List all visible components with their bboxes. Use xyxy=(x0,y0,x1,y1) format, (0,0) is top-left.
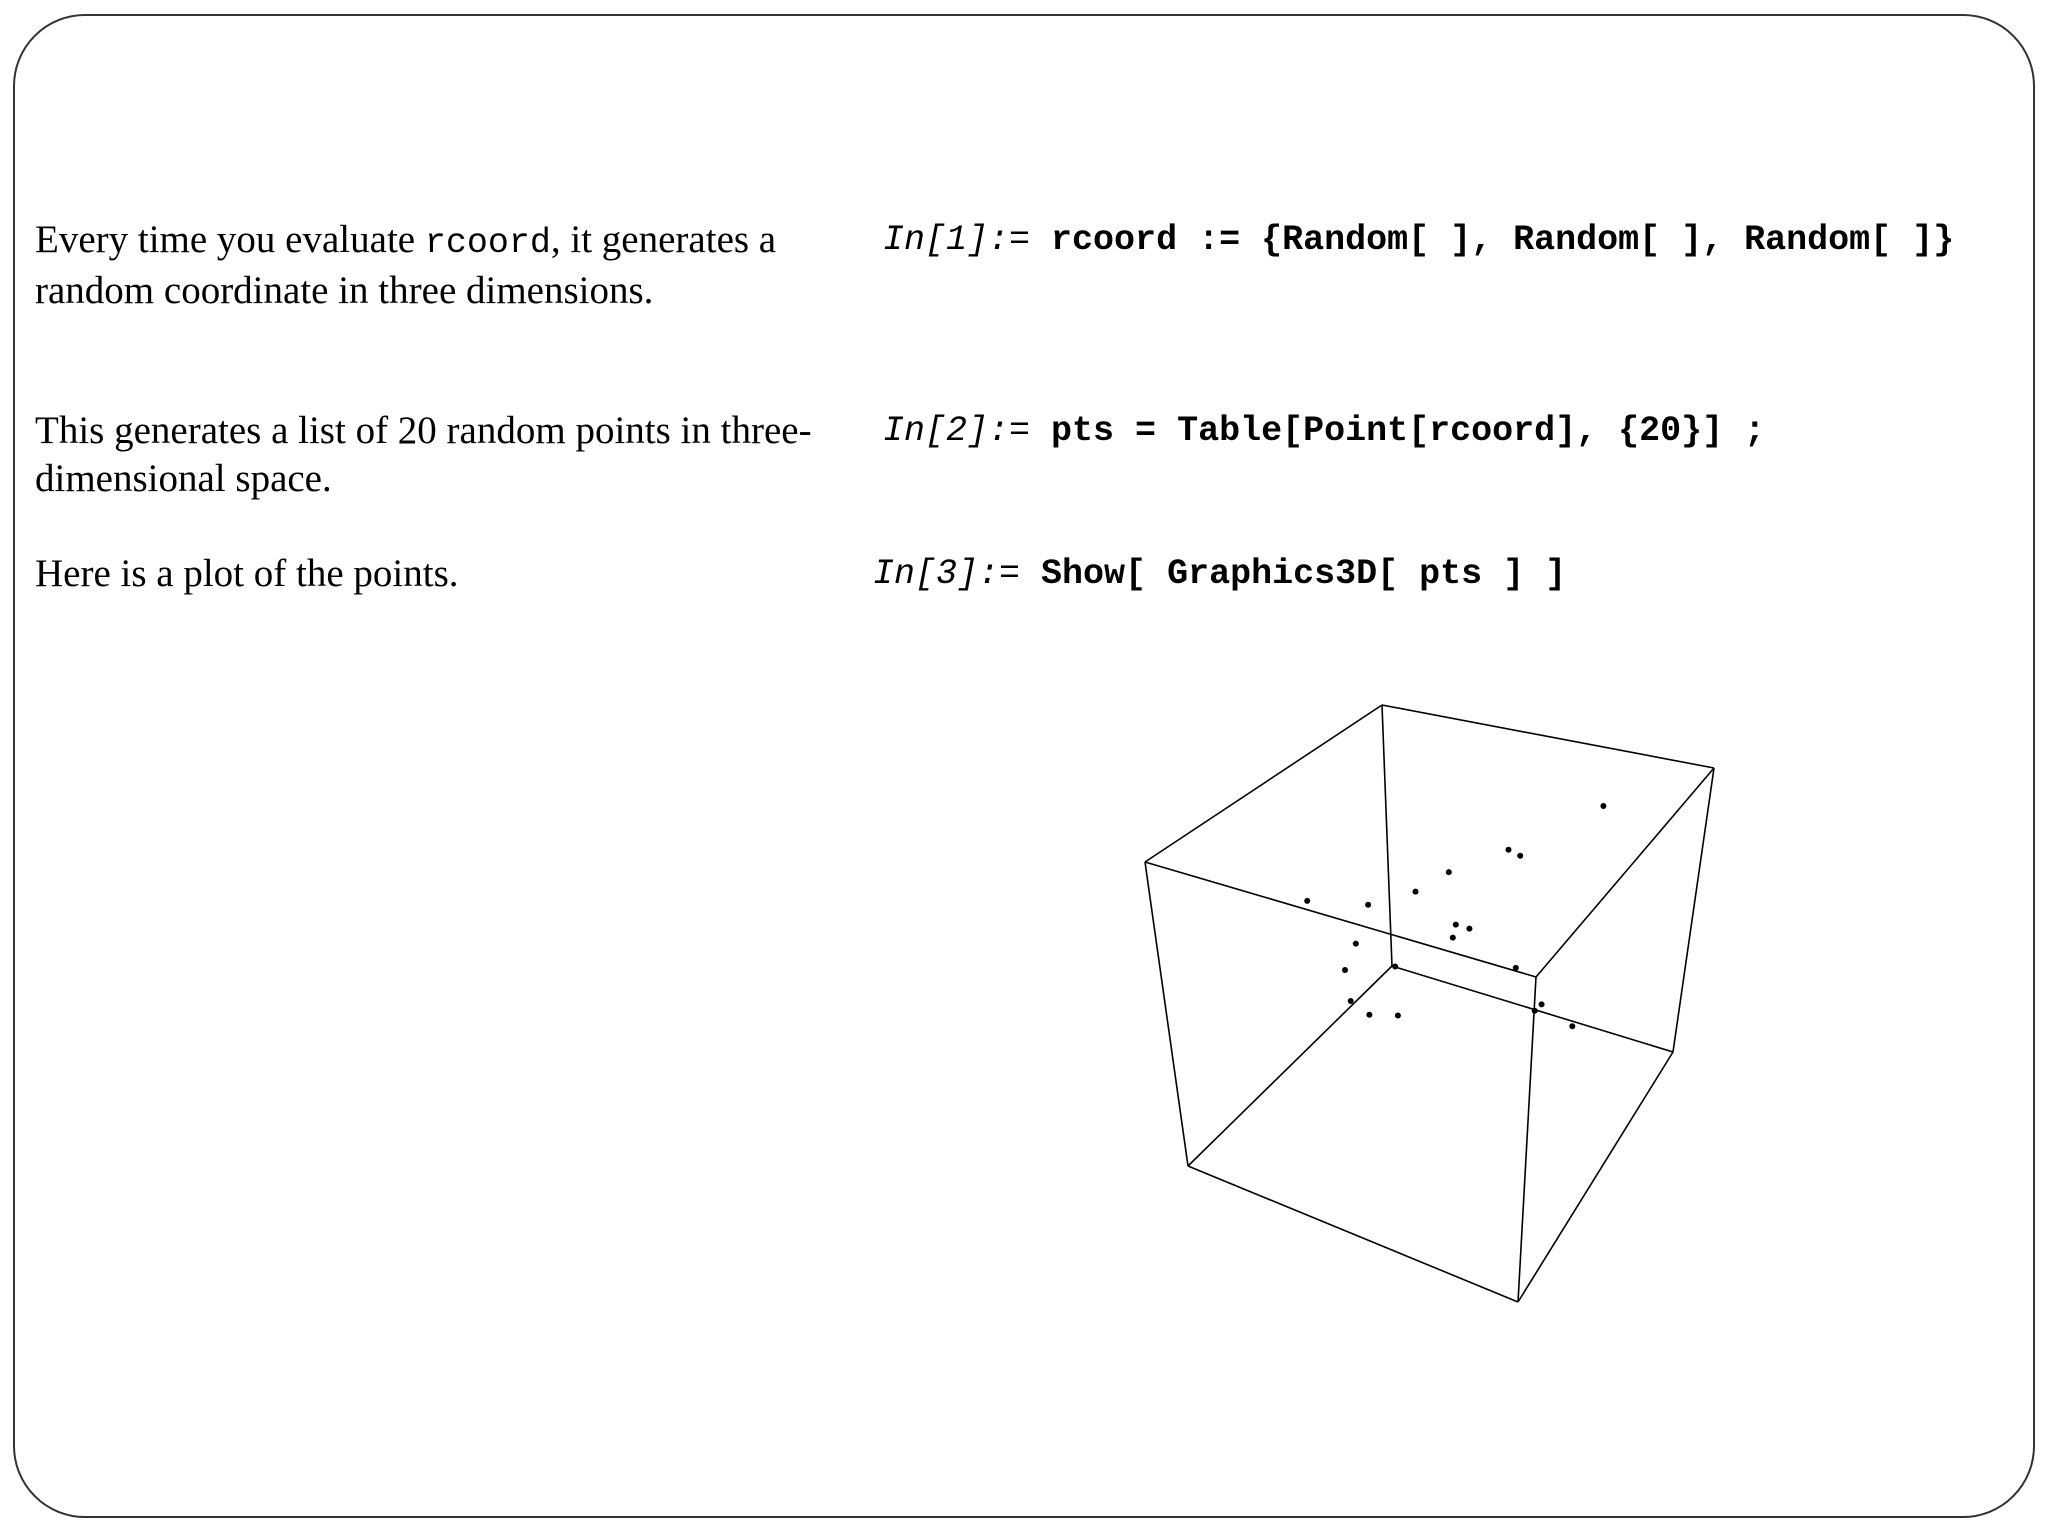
input-prompt-1: In[1]:= xyxy=(883,220,1031,260)
plot-point xyxy=(1539,1001,1545,1007)
cube-edge xyxy=(1188,1166,1518,1302)
cube-edge xyxy=(1382,705,1714,768)
input-prompt-2: In[2]:= xyxy=(883,411,1031,451)
input-code-2: pts = Table[Point[rcoord], {20}] ; xyxy=(1051,411,1766,451)
input-cell-1[interactable] xyxy=(883,216,1954,264)
plot-point xyxy=(1450,935,1456,941)
plot-point xyxy=(1466,926,1472,932)
row-1-desc-before: Every time you evaluate xyxy=(35,218,425,261)
cube-edge xyxy=(1145,705,1382,862)
plot-point xyxy=(1413,889,1419,895)
graphics3d-output xyxy=(1130,680,1750,1320)
cube-edge xyxy=(1145,862,1188,1166)
plot-point xyxy=(1513,965,1519,971)
plot-point xyxy=(1366,1012,1372,1018)
cube-edge xyxy=(1673,768,1714,1052)
cube-edge xyxy=(1518,1052,1673,1302)
cube-edge xyxy=(1536,768,1714,977)
cube-edge xyxy=(1518,977,1536,1302)
row-1-desc-after: , it generates a random coordinate in three dimensions. xyxy=(35,218,777,312)
input-cell-2[interactable] xyxy=(883,407,1765,455)
plot-point xyxy=(1348,998,1354,1004)
plot-point xyxy=(1342,967,1348,973)
plot-point xyxy=(1392,964,1398,970)
plot-point xyxy=(1532,1008,1538,1014)
cube-edge xyxy=(1188,966,1392,1166)
plot-point xyxy=(1569,1023,1575,1029)
input-prompt-3: In[3]:= xyxy=(873,554,1021,594)
plot-points xyxy=(1304,803,1606,1029)
row-2-description: This generates a list of 20 random points in three-dimensional space. xyxy=(35,409,812,500)
input-code-1: rcoord := {Random[ ], Random[ ], Random[ ]} xyxy=(1051,220,1955,260)
plot-point xyxy=(1506,847,1512,853)
plot-point xyxy=(1453,922,1459,928)
plot-point xyxy=(1600,803,1606,809)
plot-point xyxy=(1517,853,1523,859)
plot-point xyxy=(1304,898,1310,904)
bounding-box-edges xyxy=(1145,705,1714,1302)
cube-edge xyxy=(1145,862,1536,977)
row-1-description xyxy=(35,216,825,315)
cube-edge xyxy=(1382,705,1392,966)
plot-point xyxy=(1446,869,1452,875)
plot-point xyxy=(1365,902,1371,908)
input-code-3: Show[ Graphics3D[ pts ] ] xyxy=(1041,554,1567,594)
plot-point xyxy=(1353,941,1359,947)
input-cell-3[interactable] xyxy=(873,550,1566,598)
row-1-desc-code: rcoord xyxy=(424,223,551,263)
row-3-description: Here is a plot of the points. xyxy=(35,552,459,595)
plot-point xyxy=(1395,1013,1401,1019)
